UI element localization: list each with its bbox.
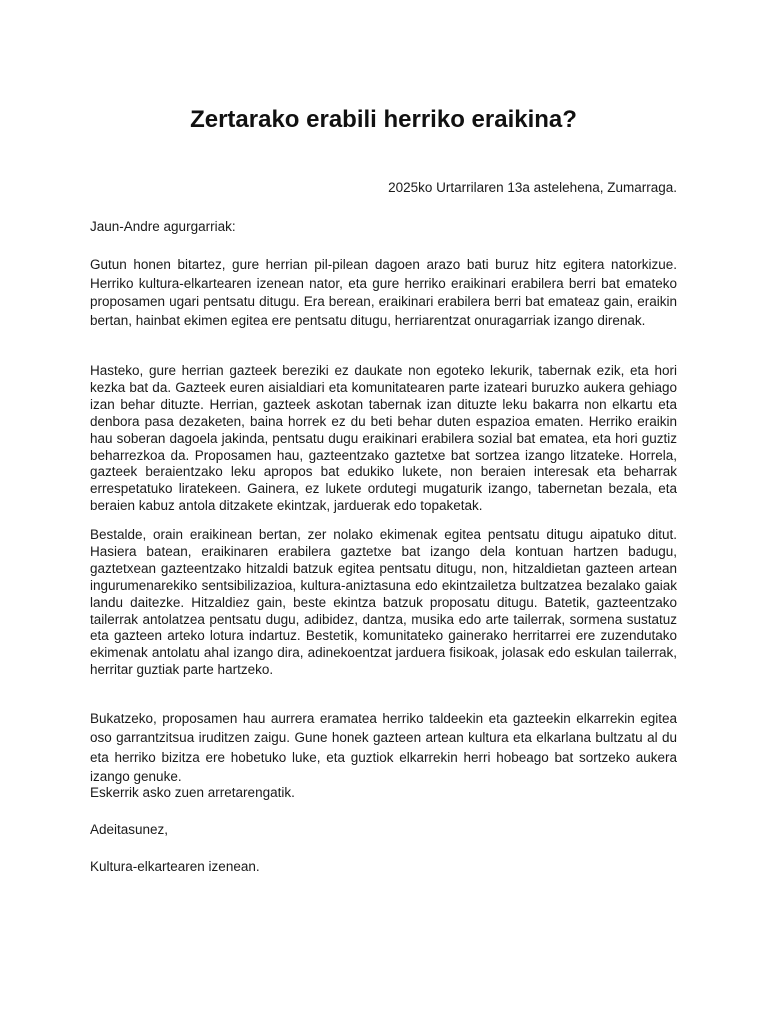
body-paragraph: Bukatzeko, proposamen hau aurrera eramatea herriko taldeekin eta gazteekin elkarrekin egitea oso garrantzitsua iruditzen zaigu. Gune honek gazteen artean kultura eta elkarlana bultzatu al du eta herriko bizitza ere hobetuko luke, eta guztiok elkarrekin herri hobeago bat sortzeko aukera izango genuke. [90,711,677,784]
body-paragraph: Bestalde, orain eraikinean bertan, zer nolako ekimenak egitea pentsatu ditugu aipatuko ditut. Hasiera batean, eraikinaren erabilera gaztetxe bat izango dela kontuan hartzen badugu, gaztetxean gazteentzako hitzaldi batzuk egitea pentsatu ditugu, non, hitzaldietan gazteen artean ingurumenarekiko sentsibilizazioa, kultura-aniztasuna edo ekintzailetza bultzatzea bezalako gaiak landu daitezke. Hitzaldiez gain, beste ekintza batzuk proposatu ditugu. Batetik, gazteentzako tailerrak antolatzea pentsatu dugu, adibidez, dantza, musika edo arte tailerrak, sormena sustatuz eta gazteen arteko lotura indartuz. Bestetik, komunitateko gainerako herritarrei ere zuzendutako ekimenak antolatu ahal izango dira, adinekoentzat jarduera fisikoak, jolasak edo eskulan tailerrak, herritar guztiak parte hartzeko. [90,527,677,678]
farewell-line: Adeitasunez, [90,822,169,837]
body-paragraph: Hasteko, gure herrian gazteek bereziki ez daukate non egoteko lekurik, tabernak ezik, eta hori kezka bat da. Gazteek euren aisialdiari eta komunitatearen parte izateari buruzko aukera gehiago izan behar dituzte. Herrian, gazteek askotan tabernak izan dituzte leku bakarra non elkartu eta denbora pasa dezaketen, baina horrek ez du beti behar duten espazioa ematen. Herriko eraikin hau soberan dagoela jakinda, pentsatu dugu eraikinari erabilera sozial bat ematea, eta hori guztiz beharrezkoa da. Proposamen hau, gazteentzako gaztetxe bat sortzea izango litzateke. Horrela, gazteek beraientzako leku apropos bat edukiko lukete, non beraien interesak eta beharrak errespetatuko liratekeen. Gainera, ez lukete ordutegi mugaturik izango, tabernetan bezala, eta beraien kabuz antola ditzakete ekintzak, jarduerak edo topaketak. [90,363,677,514]
thanks-line: Eskerrik asko zuen arretarengatik. [90,785,295,800]
signature-line: Kultura-elkartearen izenean. [90,859,260,874]
body-paragraph: Gutun honen bitartez, gure herrian pil-pilean dagoen arazo bati buruz hitz egitera natorkizue. Herriko kultura-elkartearen izenean nator, eta gure herriko eraikinari erabilera berri bat emateko proposamen ugari pentsatu ditugu. Era berean, eraikinari erabilera berri bat emateaz gain, eraikin bertan, hainbat ekimen egitea ere pentsatu ditugu, herriarentzat onuragarriak izango direnak. [90,257,677,328]
date-line: 2025ko Urtarrilaren 13a astelehena, Zumarraga. [388,180,677,195]
page-title: Zertarako erabili herriko eraikina? [190,106,577,133]
salutation: Jaun-Andre agurgarriak: [90,219,236,234]
